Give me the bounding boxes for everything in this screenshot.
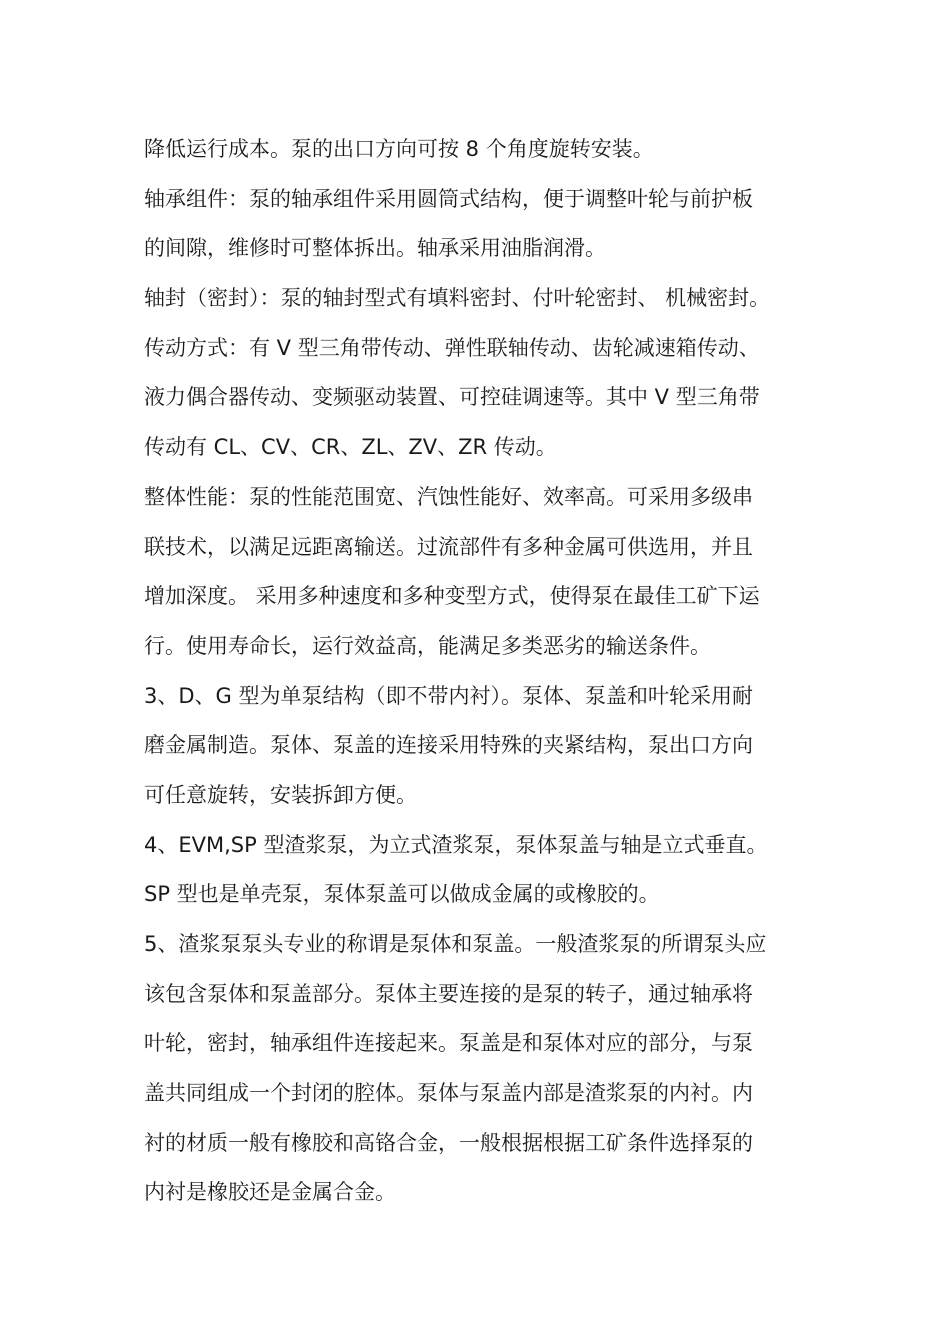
text-line-10: 增加深度。 采用多种速度和多种变型方式，使得泵在最佳工矿下运 — [144, 584, 760, 609]
text-line-15: 4、EVM,SP 型渣浆泵，为立式渣浆泵，泵体泵盖与轴是立式垂直。 — [144, 832, 768, 857]
text-line-4: 轴封（密封）：泵的轴封型式有填料密封、付叶轮密封、 机械密封。 — [144, 286, 771, 311]
text-line-8: 整体性能：泵的性能范围宽、汽蚀性能好、效率高。可采用多级串 — [144, 484, 753, 509]
text-line-16: SP 型也是单壳泵，泵体泵盖可以做成金属的或橡胶的。 — [144, 882, 660, 907]
text-line-5: 传动方式：有 V 型三角带传动、弹性联轴传动、齿轮减速箱传动、 — [144, 335, 760, 360]
text-line-3: 的间隙，维修时可整体拆出。轴承采用油脂润滑。 — [144, 236, 606, 261]
text-line-6: 液力偶合器传动、变频驱动装置、可控硅调速等。其中 V 型三角带 — [144, 385, 760, 410]
document-body — [144, 125, 824, 1218]
text-line-2: 轴承组件：泵的轴承组件采用圆筒式结构，便于调整叶轮与前护板 — [144, 186, 753, 211]
text-line-21: 衬的材质一般有橡胶和高铬合金，一般根据根据工矿条件选择泵的 — [144, 1130, 753, 1155]
text-line-19: 叶轮，密封，轴承组件连接起来。泵盖是和泵体对应的部分，与泵 — [144, 1031, 753, 1056]
text-line-9: 联技术，以满足远距离输送。过流部件有多种金属可供选用，并且 — [144, 534, 753, 559]
text-line-22: 内衬是橡胶还是金属合金。 — [144, 1180, 396, 1205]
text-line-12: 3、D、G 型为单泵结构（即不带内衬）。泵体、泵盖和叶轮采用耐 — [144, 683, 753, 708]
text-line-18: 该包含泵体和泵盖部分。泵体主要连接的是泵的转子，通过轴承将 — [144, 981, 753, 1006]
text-line-7: 传动有 CL、CV、CR、ZL、ZV、ZR 传动。 — [144, 435, 557, 460]
text-line-14: 可任意旋转，安装拆卸方便。 — [144, 782, 417, 807]
text-line-11: 行。使用寿命长，运行效益高，能满足多类恶劣的输送条件。 — [144, 633, 711, 658]
text-line-20: 盖共同组成一个封闭的腔体。泵体与泵盖内部是渣浆泵的内衬。内 — [144, 1081, 753, 1106]
text-line-17: 5、渣浆泵泵头专业的称谓是泵体和泵盖。一般渣浆泵的所谓泵头应 — [144, 932, 767, 956]
text-line-1: 降低运行成本。泵的出口方向可按 8 个角度旋转安装。 — [144, 137, 654, 161]
text-line-13: 磨金属制造。泵体、泵盖的连接采用特殊的夹紧结构，泵出口方向 — [144, 733, 753, 758]
